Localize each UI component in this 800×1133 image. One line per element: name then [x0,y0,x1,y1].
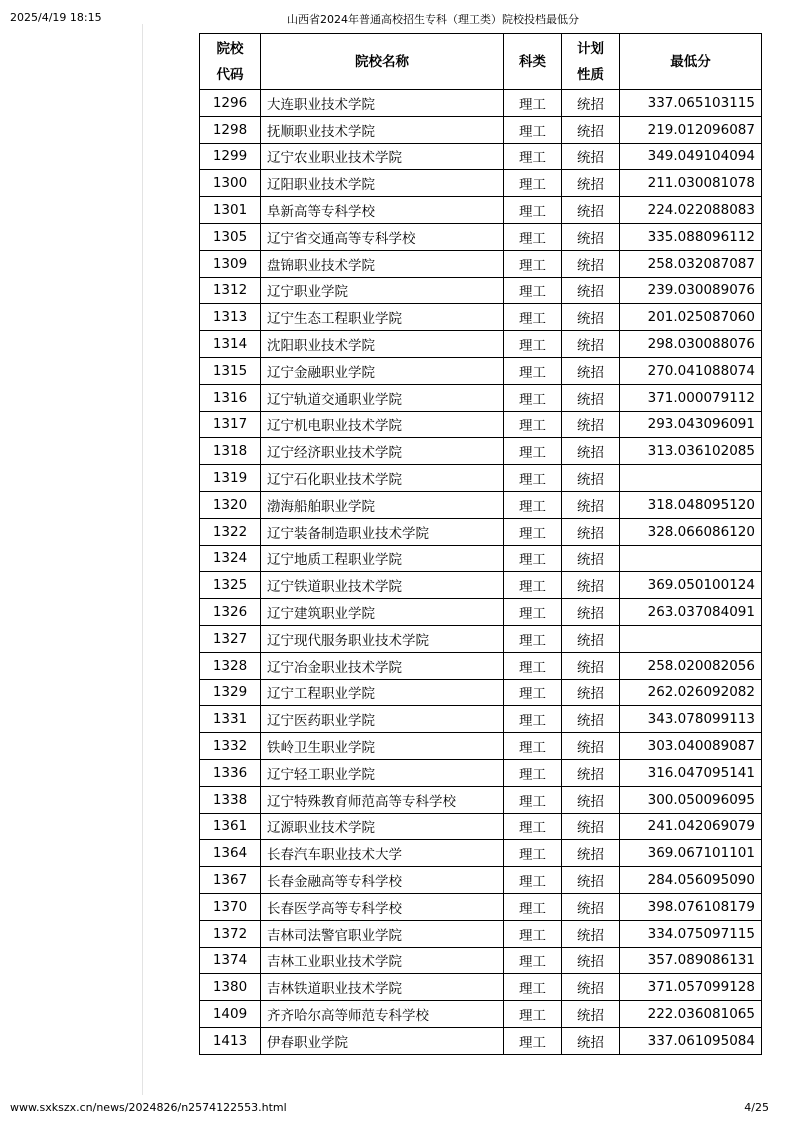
table-row [200,947,762,974]
cell-category: 理工 [504,277,562,304]
cell-min-score: 349.049104094 [620,143,762,170]
header-category: 科类 [504,34,562,90]
cell-plan-type: 统招 [562,733,620,760]
cell-min-score: 334.075097115 [620,920,762,947]
cell-plan-type: 统招 [562,304,620,331]
cell-school-name: 辽宁工程职业学院 [261,679,504,706]
table-row [200,974,762,1001]
header-plan [562,34,620,90]
cell-category: 理工 [504,893,562,920]
cell-code: 1409 [200,1001,261,1028]
cell-category: 理工 [504,974,562,1001]
cell-min-score: 262.026092082 [620,679,762,706]
cell-category: 理工 [504,143,562,170]
table-row [200,304,762,331]
table-row [200,733,762,760]
header-code-line1: 院校 [216,40,244,57]
table-row [200,197,762,224]
cell-min-score: 258.020082056 [620,652,762,679]
cell-school-name: 长春汽车职业技术大学 [261,840,504,867]
cell-min-score: 343.078099113 [620,706,762,733]
table-row [200,384,762,411]
table-row [200,679,762,706]
header-code [200,34,261,90]
cell-school-name: 辽宁金融职业学院 [261,357,504,384]
cell-school-name: 辽宁现代服务职业技术学院 [261,625,504,652]
cell-plan-type: 统招 [562,518,620,545]
cell-category: 理工 [504,384,562,411]
cell-min-score: 371.057099128 [620,974,762,1001]
cell-school-name: 长春金融高等专科学校 [261,867,504,894]
table-row [200,1001,762,1028]
cell-category: 理工 [504,733,562,760]
table-row [200,652,762,679]
cell-category: 理工 [504,679,562,706]
cell-plan-type: 统招 [562,1027,620,1054]
cell-school-name: 辽宁经济职业技术学院 [261,438,504,465]
cell-min-score: 371.000079112 [620,384,762,411]
cell-min-score: 300.050096095 [620,786,762,813]
cell-plan-type: 统招 [562,411,620,438]
cell-plan-type: 统招 [562,357,620,384]
cell-category: 理工 [504,759,562,786]
cell-school-name: 阜新高等专科学校 [261,197,504,224]
cell-category: 理工 [504,223,562,250]
cell-plan-type: 统招 [562,652,620,679]
table-row [200,625,762,652]
cell-code: 1314 [200,331,261,358]
cell-category: 理工 [504,1001,562,1028]
cell-plan-type: 统招 [562,116,620,143]
cell-min-score: 263.037084091 [620,599,762,626]
cell-min-score: 270.041088074 [620,357,762,384]
cell-plan-type: 统招 [562,625,620,652]
cell-min-score: 398.076108179 [620,893,762,920]
header-plan-line2: 性质 [577,66,604,83]
cell-code: 1367 [200,867,261,894]
cell-school-name: 齐齐哈尔高等师范专科学校 [261,1001,504,1028]
cell-school-name: 辽阳职业技术学院 [261,170,504,197]
cell-category: 理工 [504,572,562,599]
cell-plan-type: 统招 [562,813,620,840]
cell-min-score: 337.061095084 [620,1027,762,1054]
header-score: 最低分 [620,34,762,90]
cell-min-score [620,465,762,492]
cell-school-name: 吉林铁道职业技术学院 [261,974,504,1001]
cell-code: 1338 [200,786,261,813]
cell-category: 理工 [504,920,562,947]
table-row [200,438,762,465]
cell-code: 1328 [200,652,261,679]
cell-school-name: 辽宁冶金职业技术学院 [261,652,504,679]
table-row [200,491,762,518]
table-row [200,223,762,250]
cell-code: 1336 [200,759,261,786]
table-row [200,116,762,143]
cell-code: 1370 [200,893,261,920]
page-number: 4/25 [744,1101,769,1114]
cell-plan-type: 统招 [562,143,620,170]
cell-plan-type: 统招 [562,920,620,947]
cell-category: 理工 [504,116,562,143]
cell-min-score [620,625,762,652]
cell-category: 理工 [504,1027,562,1054]
cell-plan-type: 统招 [562,840,620,867]
table-row [200,786,762,813]
table-body [200,90,762,1055]
table-row [200,90,762,117]
cell-plan-type: 统招 [562,947,620,974]
cell-school-name: 辽宁轨道交通职业学院 [261,384,504,411]
cell-plan-type: 统招 [562,867,620,894]
cell-code: 1299 [200,143,261,170]
header-name: 院校名称 [261,34,504,90]
cell-plan-type: 统招 [562,491,620,518]
cell-min-score: 219.012096087 [620,116,762,143]
cell-code: 1327 [200,625,261,652]
cell-min-score: 318.048095120 [620,491,762,518]
cell-school-name: 长春医学高等专科学校 [261,893,504,920]
cell-category: 理工 [504,947,562,974]
cell-school-name: 辽宁省交通高等专科学校 [261,223,504,250]
cell-plan-type: 统招 [562,384,620,411]
table-row [200,545,762,572]
header-code-line2: 代码 [216,66,244,83]
cell-school-name: 辽宁铁道职业技术学院 [261,572,504,599]
cell-code: 1309 [200,250,261,277]
cell-school-name: 渤海船舶职业学院 [261,491,504,518]
cell-category: 理工 [504,652,562,679]
cell-category: 理工 [504,518,562,545]
cell-min-score: 337.065103115 [620,90,762,117]
cell-code: 1324 [200,545,261,572]
cell-school-name: 辽宁生态工程职业学院 [261,304,504,331]
cell-school-name: 伊春职业学院 [261,1027,504,1054]
cell-code: 1316 [200,384,261,411]
cell-school-name: 辽宁地质工程职业学院 [261,545,504,572]
cell-plan-type: 统招 [562,974,620,1001]
cell-plan-type: 统招 [562,170,620,197]
cell-category: 理工 [504,599,562,626]
cell-category: 理工 [504,331,562,358]
cell-code: 1325 [200,572,261,599]
cell-school-name: 辽源职业技术学院 [261,813,504,840]
cell-code: 1312 [200,277,261,304]
cell-category: 理工 [504,465,562,492]
cell-code: 1300 [200,170,261,197]
table-row [200,599,762,626]
cell-school-name: 沈阳职业技术学院 [261,331,504,358]
cell-school-name: 辽宁特殊教育师范高等专科学校 [261,786,504,813]
cell-min-score: 258.032087087 [620,250,762,277]
cell-code: 1318 [200,438,261,465]
cell-plan-type: 统招 [562,759,620,786]
cell-plan-type: 统招 [562,331,620,358]
cell-plan-type: 统招 [562,465,620,492]
cell-code: 1329 [200,679,261,706]
cell-school-name: 辽宁职业学院 [261,277,504,304]
admission-score-table [199,33,762,1055]
cell-code: 1413 [200,1027,261,1054]
cell-min-score: 328.066086120 [620,518,762,545]
cell-school-name: 盘锦职业技术学院 [261,250,504,277]
cell-code: 1326 [200,599,261,626]
cell-min-score: 211.030081078 [620,170,762,197]
cell-min-score: 239.030089076 [620,277,762,304]
table-row [200,706,762,733]
cell-min-score: 298.030088076 [620,331,762,358]
cell-code: 1319 [200,465,261,492]
cell-min-score: 201.025087060 [620,304,762,331]
cell-min-score: 284.056095090 [620,867,762,894]
cell-plan-type: 统招 [562,599,620,626]
cell-min-score: 303.040089087 [620,733,762,760]
cell-plan-type: 统招 [562,223,620,250]
table-row [200,518,762,545]
table-row [200,277,762,304]
cell-plan-type: 统招 [562,572,620,599]
cell-plan-type: 统招 [562,438,620,465]
cell-code: 1296 [200,90,261,117]
cell-code: 1331 [200,706,261,733]
page-title: 山西省2024年普通高校招生专科（理工类）院校投档最低分 [287,13,579,26]
table-row [200,170,762,197]
cell-code: 1320 [200,491,261,518]
cell-code: 1298 [200,116,261,143]
page-divider-line [142,24,143,1095]
table-header-row [200,34,762,90]
cell-category: 理工 [504,438,562,465]
cell-plan-type: 统招 [562,545,620,572]
cell-plan-type: 统招 [562,893,620,920]
cell-school-name: 辽宁医药职业学院 [261,706,504,733]
cell-code: 1313 [200,304,261,331]
cell-min-score: 335.088096112 [620,223,762,250]
cell-code: 1374 [200,947,261,974]
cell-code: 1372 [200,920,261,947]
cell-school-name: 辽宁石化职业技术学院 [261,465,504,492]
cell-category: 理工 [504,706,562,733]
cell-code: 1317 [200,411,261,438]
cell-category: 理工 [504,625,562,652]
cell-code: 1322 [200,518,261,545]
cell-plan-type: 统招 [562,1001,620,1028]
cell-min-score: 222.036081065 [620,1001,762,1028]
cell-code: 1361 [200,813,261,840]
table-row [200,411,762,438]
cell-min-score: 316.047095141 [620,759,762,786]
table-row [200,893,762,920]
table-row [200,143,762,170]
table-row [200,465,762,492]
cell-plan-type: 统招 [562,90,620,117]
cell-plan-type: 统招 [562,197,620,224]
cell-min-score: 293.043096091 [620,411,762,438]
cell-category: 理工 [504,491,562,518]
print-timestamp: 2025/4/19 18:15 [10,11,102,24]
cell-category: 理工 [504,813,562,840]
cell-school-name: 铁岭卫生职业学院 [261,733,504,760]
cell-plan-type: 统招 [562,786,620,813]
cell-code: 1380 [200,974,261,1001]
table-row [200,357,762,384]
table-row [200,250,762,277]
cell-min-score: 224.022088083 [620,197,762,224]
cell-school-name: 吉林司法警官职业学院 [261,920,504,947]
cell-category: 理工 [504,304,562,331]
table-row [200,867,762,894]
cell-min-score: 357.089086131 [620,947,762,974]
cell-code: 1305 [200,223,261,250]
header-plan-line1: 计划 [577,40,604,57]
cell-category: 理工 [504,411,562,438]
cell-plan-type: 统招 [562,250,620,277]
cell-category: 理工 [504,90,562,117]
table-row [200,1027,762,1054]
cell-code: 1364 [200,840,261,867]
cell-min-score: 369.050100124 [620,572,762,599]
cell-school-name: 大连职业技术学院 [261,90,504,117]
cell-school-name: 辽宁机电职业技术学院 [261,411,504,438]
cell-category: 理工 [504,545,562,572]
cell-category: 理工 [504,867,562,894]
cell-plan-type: 统招 [562,679,620,706]
cell-category: 理工 [504,357,562,384]
table-row [200,759,762,786]
cell-plan-type: 统招 [562,706,620,733]
table-row [200,572,762,599]
cell-category: 理工 [504,250,562,277]
table-row [200,840,762,867]
page-url: www.sxkszx.cn/news/2024826/n2574122553.html [10,1101,287,1114]
cell-category: 理工 [504,840,562,867]
cell-category: 理工 [504,197,562,224]
table-row [200,331,762,358]
cell-min-score: 369.067101101 [620,840,762,867]
cell-min-score: 313.036102085 [620,438,762,465]
cell-school-name: 抚顺职业技术学院 [261,116,504,143]
cell-code: 1332 [200,733,261,760]
cell-school-name: 吉林工业职业技术学院 [261,947,504,974]
cell-min-score [620,545,762,572]
cell-school-name: 辽宁农业职业技术学院 [261,143,504,170]
cell-code: 1301 [200,197,261,224]
cell-category: 理工 [504,786,562,813]
cell-plan-type: 统招 [562,277,620,304]
table-row [200,920,762,947]
cell-school-name: 辽宁轻工职业学院 [261,759,504,786]
cell-min-score: 241.042069079 [620,813,762,840]
cell-code: 1315 [200,357,261,384]
cell-school-name: 辽宁建筑职业学院 [261,599,504,626]
cell-school-name: 辽宁装备制造职业技术学院 [261,518,504,545]
cell-category: 理工 [504,170,562,197]
table-row [200,813,762,840]
